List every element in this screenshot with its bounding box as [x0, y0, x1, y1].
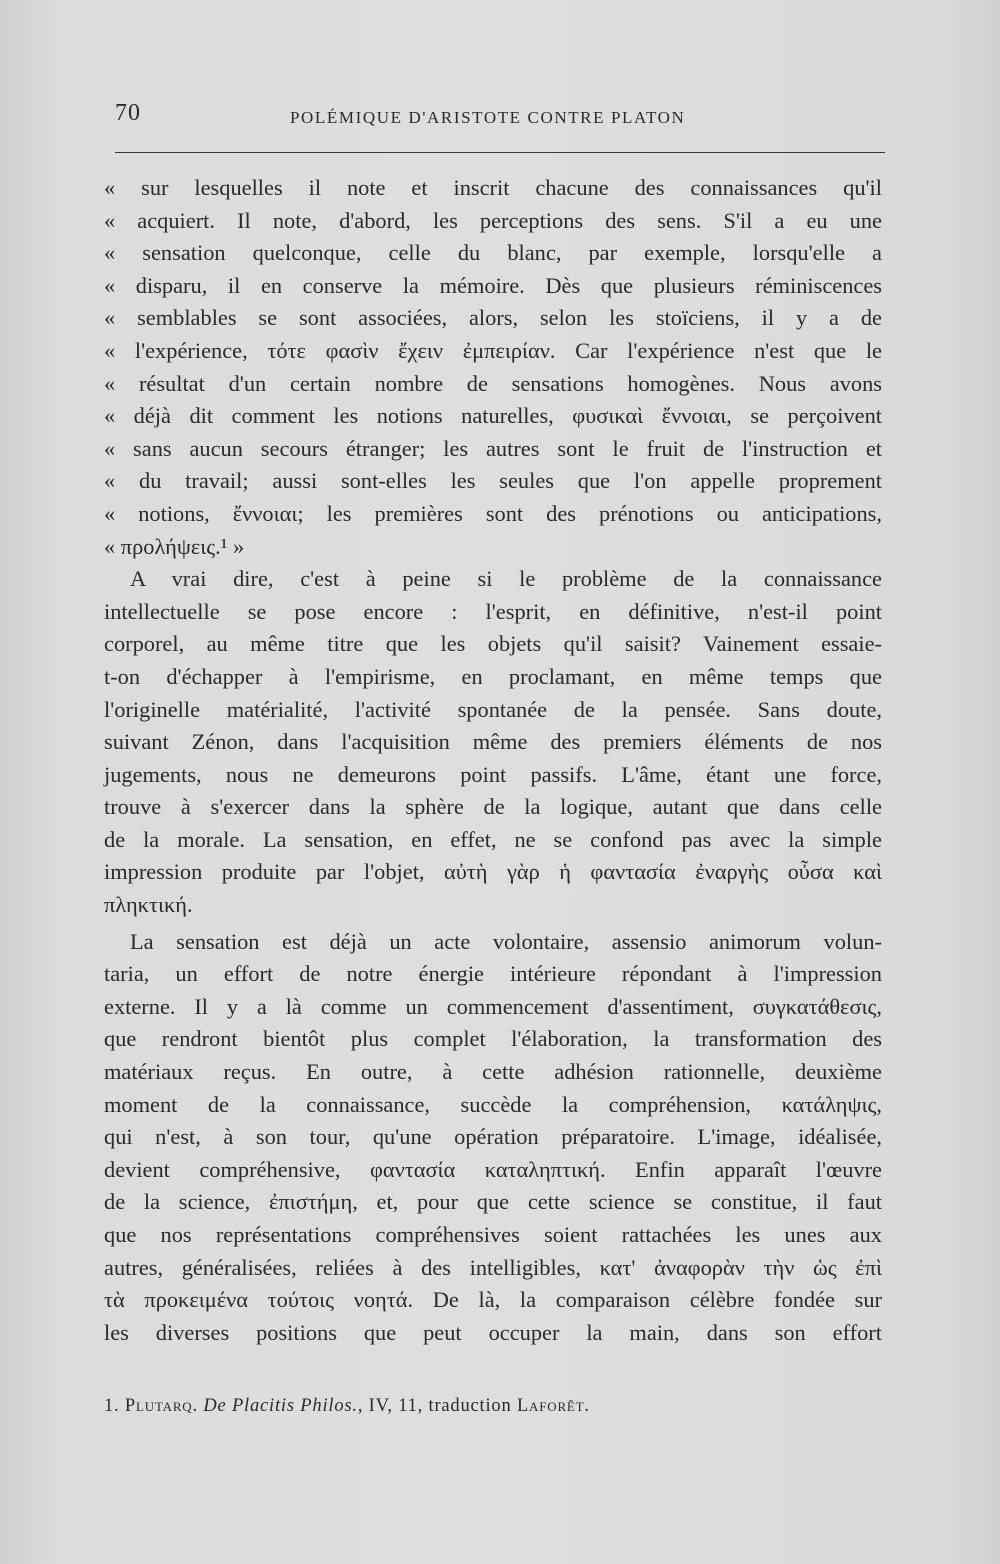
footnote-translator: Laforêt.	[516, 1396, 590, 1416]
paragraph-quotation	[104, 172, 882, 563]
text-line: « sensation quelconque, celle du blanc, par exemple, lorsqu'elle a	[104, 240, 882, 266]
text-line: les diverses positions que peut occuper la main, dans son effort	[104, 1319, 882, 1345]
text-line: intellectuelle se pose encore : l'esprit, en définitive, n'est-il point	[104, 598, 882, 624]
header-rule	[115, 152, 885, 153]
footnote-work: De Placitis Philos.	[203, 1396, 358, 1416]
body-text	[104, 172, 882, 1349]
text-line: « disparu, il en conserve la mémoire. Dès que plusieurs réminiscences	[104, 272, 882, 298]
text-line: « notions, ἔννοιαι; les premières sont des prénotions ou anticipations,	[104, 500, 882, 526]
text-line: corporel, au même titre que les objets qu'il saisit? Vainement essaie-	[104, 631, 882, 657]
footnote	[104, 1396, 804, 1417]
footnote-author: Plutarq.	[124, 1396, 198, 1416]
text-line: de la science, ἐπιστήμη, et, pour que cette science se constitue, il faut	[104, 1189, 882, 1215]
text-line: πληκτική.	[104, 892, 193, 918]
text-line: jugements, nous ne demeurons point passifs. L'âme, étant une force,	[104, 761, 882, 787]
footnote-reference: , IV, 11, traduction	[357, 1396, 512, 1416]
text-line: trouve à s'exercer dans la sphère de la logique, autant que dans celle	[104, 794, 882, 820]
text-line: La sensation est déjà un acte volontaire, assensio animorum volun-	[130, 928, 882, 954]
text-line: qui n'est, à son tour, qu'une opération préparatoire. L'image, idéalisée,	[104, 1124, 882, 1150]
text-line: t-on d'échapper à l'empirisme, en proclamant, en même temps que	[104, 663, 882, 689]
running-title: POLÉMIQUE D'ARISTOTE CONTRE PLATON	[290, 108, 686, 127]
text-line: « du travail; aussi sont-elles les seules que l'on appelle proprement	[104, 468, 882, 494]
text-line: matériaux reçus. En outre, à cette adhésion rationnelle, deuxième	[104, 1059, 882, 1085]
text-line: τὰ προκειμένα τούτοις νοητά. De là, la comparaison célèbre fondée sur	[104, 1287, 882, 1313]
text-line: « προλήψεις.¹ »	[104, 533, 245, 559]
text-line: externe. Il y a là comme un commencement d'assentiment, συγκατάθεσις,	[104, 993, 882, 1019]
text-line: A vrai dire, c'est à peine si le problème de la connaissance	[130, 566, 882, 592]
text-line: devient compréhensive, φαντασία καταληπτική. Enfin apparaît l'œuvre	[104, 1156, 882, 1182]
running-head	[115, 100, 885, 140]
text-line: « résultat d'un certain nombre de sensations homogènes. Nous avons	[104, 370, 882, 396]
text-line: moment de la connaissance, succède la compréhension, κατάληψις,	[104, 1091, 882, 1117]
text-line: autres, généralisées, reliées à des intelligibles, κατ' ἀναφορὰν τὴν ὡς ἐπὶ	[104, 1254, 882, 1280]
text-line: suivant Zénon, dans l'acquisition même des premiers éléments de nos	[104, 729, 882, 755]
footnote-number: 1.	[104, 1396, 120, 1416]
text-line: l'originelle matérialité, l'activité spontanée de la pensée. Sans doute,	[104, 696, 882, 722]
text-line: de la morale. La sensation, en effet, ne se confond pas avec la simple	[104, 826, 882, 852]
paragraph-connaissance	[104, 563, 882, 922]
text-line: que nos représentations compréhensives soient rattachées les unes aux	[104, 1222, 882, 1247]
text-line: que rendront bientôt plus complet l'élaboration, la transformation des	[104, 1026, 882, 1052]
text-line: « l'expérience, τότε φασὶν ἔχειν ἐμπειρίαν. Car l'expérience n'est que le	[104, 337, 882, 363]
text-line: « sur lesquelles il note et inscrit chacune des connaissances qu'il	[104, 175, 882, 200]
text-line: « sans aucun secours étranger; les autres sont le fruit de l'instruction et	[104, 435, 882, 461]
text-line: « acquiert. Il note, d'abord, les perceptions des sens. S'il a eu une	[104, 207, 882, 233]
text-line: taria, un effort de notre énergie intérieure répondant à l'impression	[104, 961, 882, 987]
page-number: 70	[115, 100, 141, 126]
paragraph-sensation	[104, 926, 882, 1350]
text-line: impression produite par l'objet, αὐτὴ γὰρ ἡ φαντασία ἐναργὴς οὖσα καὶ	[104, 859, 882, 885]
text-line: « déjà dit comment les notions naturelles, φυσικαὶ ἔννοιαι, se perçoivent	[104, 403, 882, 429]
text-line: « semblables se sont associées, alors, selon les stoïciens, il y a de	[104, 305, 882, 331]
